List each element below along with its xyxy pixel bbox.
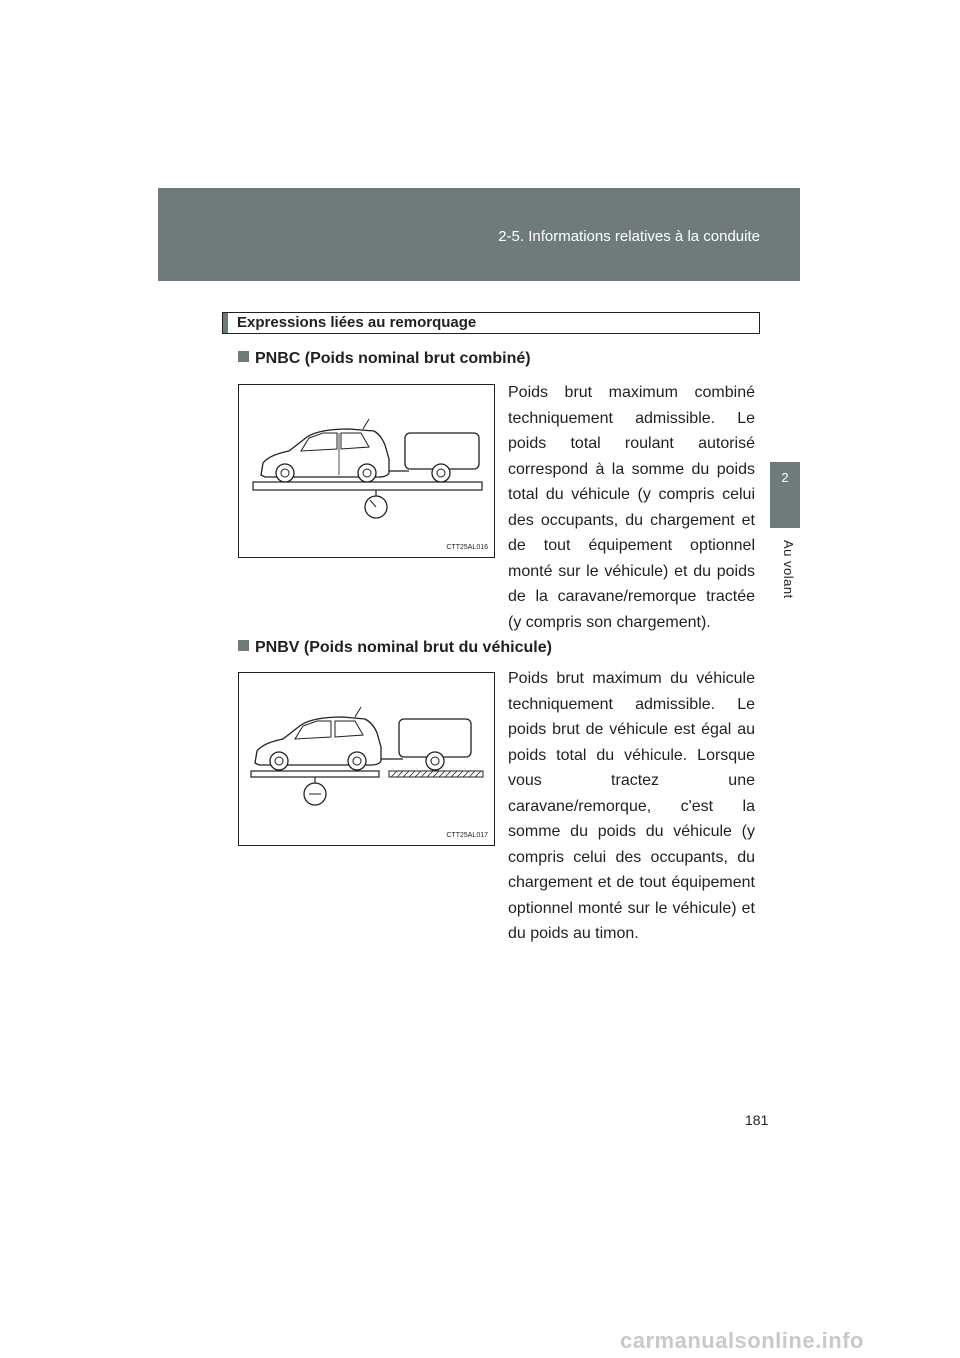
watermark: carmanualsonline.info: [620, 1328, 864, 1353]
chapter-tab-number: 2: [781, 470, 789, 485]
section-heading-box: [222, 312, 760, 334]
chapter-tab-label: Au volant: [781, 540, 796, 599]
figure-code: CTT25AL017: [446, 832, 488, 839]
page-number: 181: [745, 1112, 769, 1128]
section-breadcrumb: 2-5. Informations relatives à la conduite: [498, 228, 760, 245]
car-with-trailer-icon: [239, 673, 496, 847]
figure-code: CTT25AL016: [446, 544, 488, 551]
item-heading-pnbc: [238, 350, 531, 368]
section-heading-bar: [223, 313, 228, 333]
item-text-pnbc: Poids brut maximum combiné techniquement admissible. Le poids total roulant autorisé correspond à la somme du poids total du véhicule (y compris celui des occupants, du chargement et de tout équipement optionnel monté sur le véhicule) et du poids de la caravane/remorque tractée (y compris son chargement).: [508, 384, 755, 631]
header-band: [158, 188, 800, 281]
item-text-pnbv: Poids brut maximum du véhicule techniquement admissible. Le poids brut de véhicule est égal au poids total du véhicule. Lorsque vous tractez une caravane/remorque, c'est la somme du poids du véhicule (y compris celui des occupants, du chargement et de tout équipement optionnel monté sur le véhicule) et du poids au timon.: [508, 670, 755, 942]
square-bullet-icon: [238, 640, 249, 651]
item-heading-pnbv: [238, 639, 552, 657]
square-bullet-icon: [238, 351, 249, 362]
item-heading-text: PNBV (Poids nominal brut du véhicule): [255, 639, 552, 656]
figure-pnbc: [238, 384, 495, 558]
car-with-trailer-icon: [239, 385, 496, 559]
section-title: Expressions liées au remorquage: [237, 314, 477, 331]
item-heading-text: PNBC (Poids nominal brut combiné): [255, 350, 531, 367]
figure-pnbv: [238, 672, 495, 846]
